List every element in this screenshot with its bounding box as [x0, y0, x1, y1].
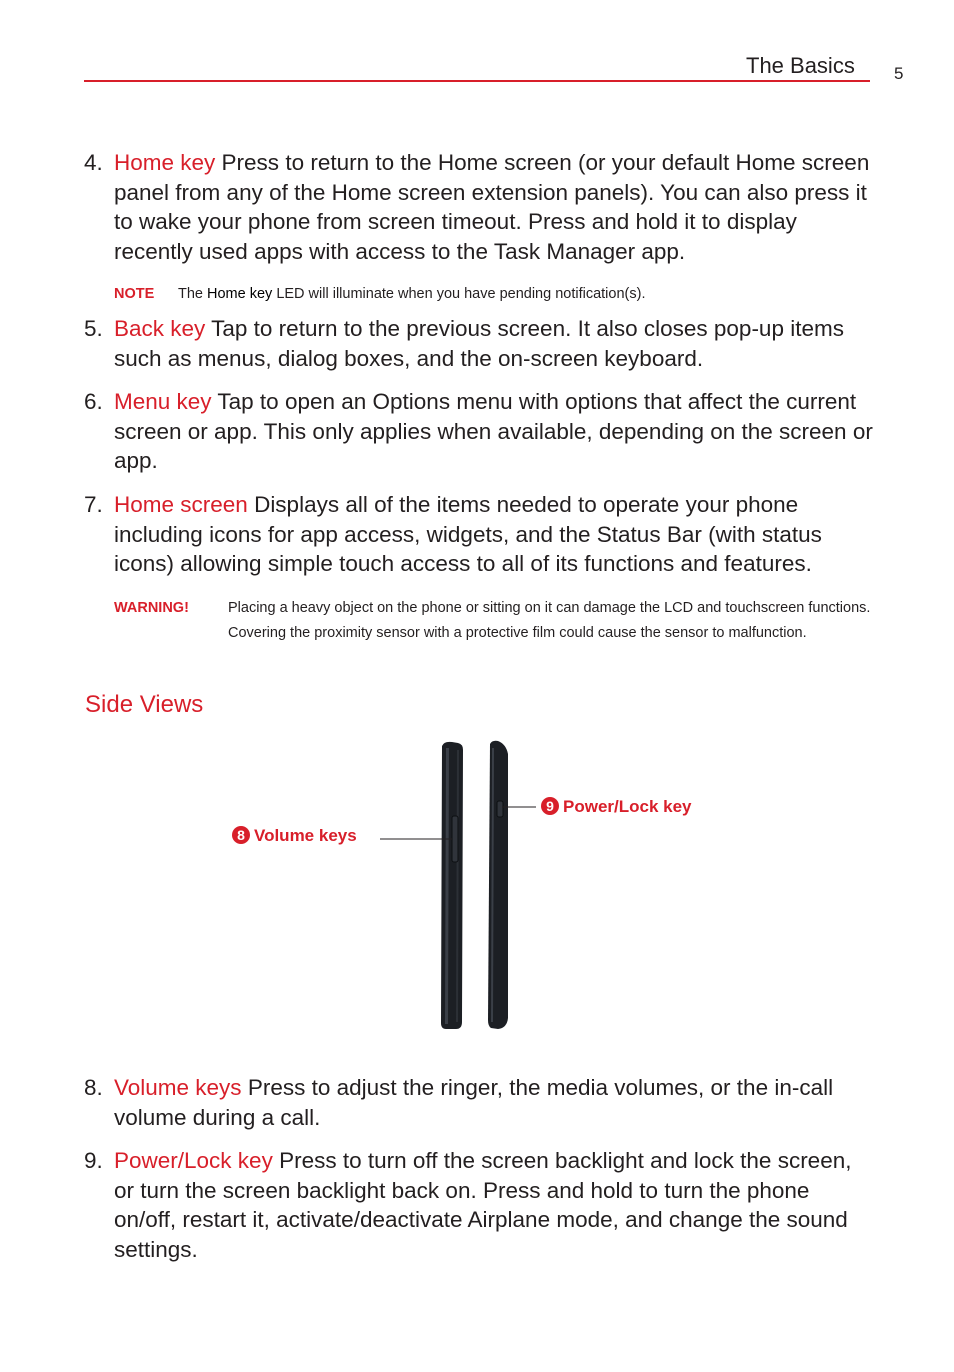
item-text: Press to return to the Home screen (or your default Home screen panel from any of the Home screen extension panels). You can also press it to wake your phone from screen timeout. Press and hold it to display recently used apps with access to the: [114, 150, 870, 265]
item-key: Menu key: [114, 389, 212, 414]
item-key: Power/Lock key: [114, 1148, 273, 1173]
list-item-back-key: [84, 314, 874, 373]
item-key: Volume keys: [114, 1075, 242, 1100]
note-label: NOTE: [114, 286, 155, 302]
item-text-after: app.: [635, 239, 686, 265]
header-title: The Basics: [746, 53, 855, 78]
warning-box: [114, 596, 874, 646]
item-number: 6.: [84, 389, 103, 414]
list-item-home-key: [84, 148, 874, 267]
list-item-home-screen: [84, 490, 874, 579]
warning-label: WARNING!: [114, 600, 189, 616]
note-text-after: LED will illuminate when you have pending notification(s).: [272, 286, 646, 302]
item-text: Press to adjust the ringer, the media volumes, or the in-call volume during a call.: [114, 1075, 834, 1130]
note-text: The: [178, 286, 208, 302]
phone-left-side: [441, 742, 463, 1029]
number-8-badge: 8: [232, 826, 250, 844]
item-text: Tap to open an Options menu with options that affect the current screen or app. This only applies when available, depending on the screen or app.: [114, 389, 873, 474]
item-text: Press to turn off the screen backlight and lock the screen, or turn the screen backlight back on. Press and hold to turn the phone on/off, restart it, activate/deactivate Airplane mode, and change the sound settings.: [114, 1148, 852, 1263]
phone-right-side: [488, 741, 508, 1029]
note-emph: Home key: [207, 286, 273, 302]
item-key: Home key: [114, 150, 216, 175]
item-number: 8.: [84, 1075, 103, 1100]
header-rule: [84, 80, 870, 82]
item-emph: Task Manager: [493, 239, 636, 265]
power-lock-callout: [541, 797, 692, 817]
section-title: Side Views: [85, 691, 204, 718]
note-box: [114, 282, 645, 307]
phone-side-illustration: [230, 738, 730, 1034]
warning-text: Placing a heavy object on the phone or sitting on it can damage the LCD and touchscreen functions. Covering the proximity sensor with a protective film could cause the sensor to malfunction.: [228, 600, 871, 641]
item-text: Displays all of the items needed to operate your phone including icons for app access, widgets, and the Status Bar (with status icons) allowing simple touch access to all of its functions and features.: [114, 492, 822, 577]
item-number: 9.: [84, 1148, 103, 1173]
list-item-power-lock-key: [84, 1146, 874, 1265]
item-number: 4.: [84, 150, 103, 175]
volume-keys-callout: [232, 826, 357, 846]
item-key: Back key: [114, 316, 206, 341]
item-key: Home screen: [114, 492, 248, 517]
number-9-badge: 9: [541, 797, 559, 815]
list-item-volume-keys: [84, 1073, 874, 1132]
volume-keys-label: Volume keys: [254, 826, 357, 845]
item-number: 7.: [84, 492, 103, 517]
list-item-menu-key: [84, 387, 874, 476]
power-lock-label: Power/Lock key: [563, 797, 692, 816]
item-text: Tap to return to the previous screen. It also closes pop-up items such as menus, dialog boxes, and the on-screen keyboard.: [114, 316, 844, 371]
page-number: 5: [894, 64, 904, 83]
item-number: 5.: [84, 316, 103, 341]
